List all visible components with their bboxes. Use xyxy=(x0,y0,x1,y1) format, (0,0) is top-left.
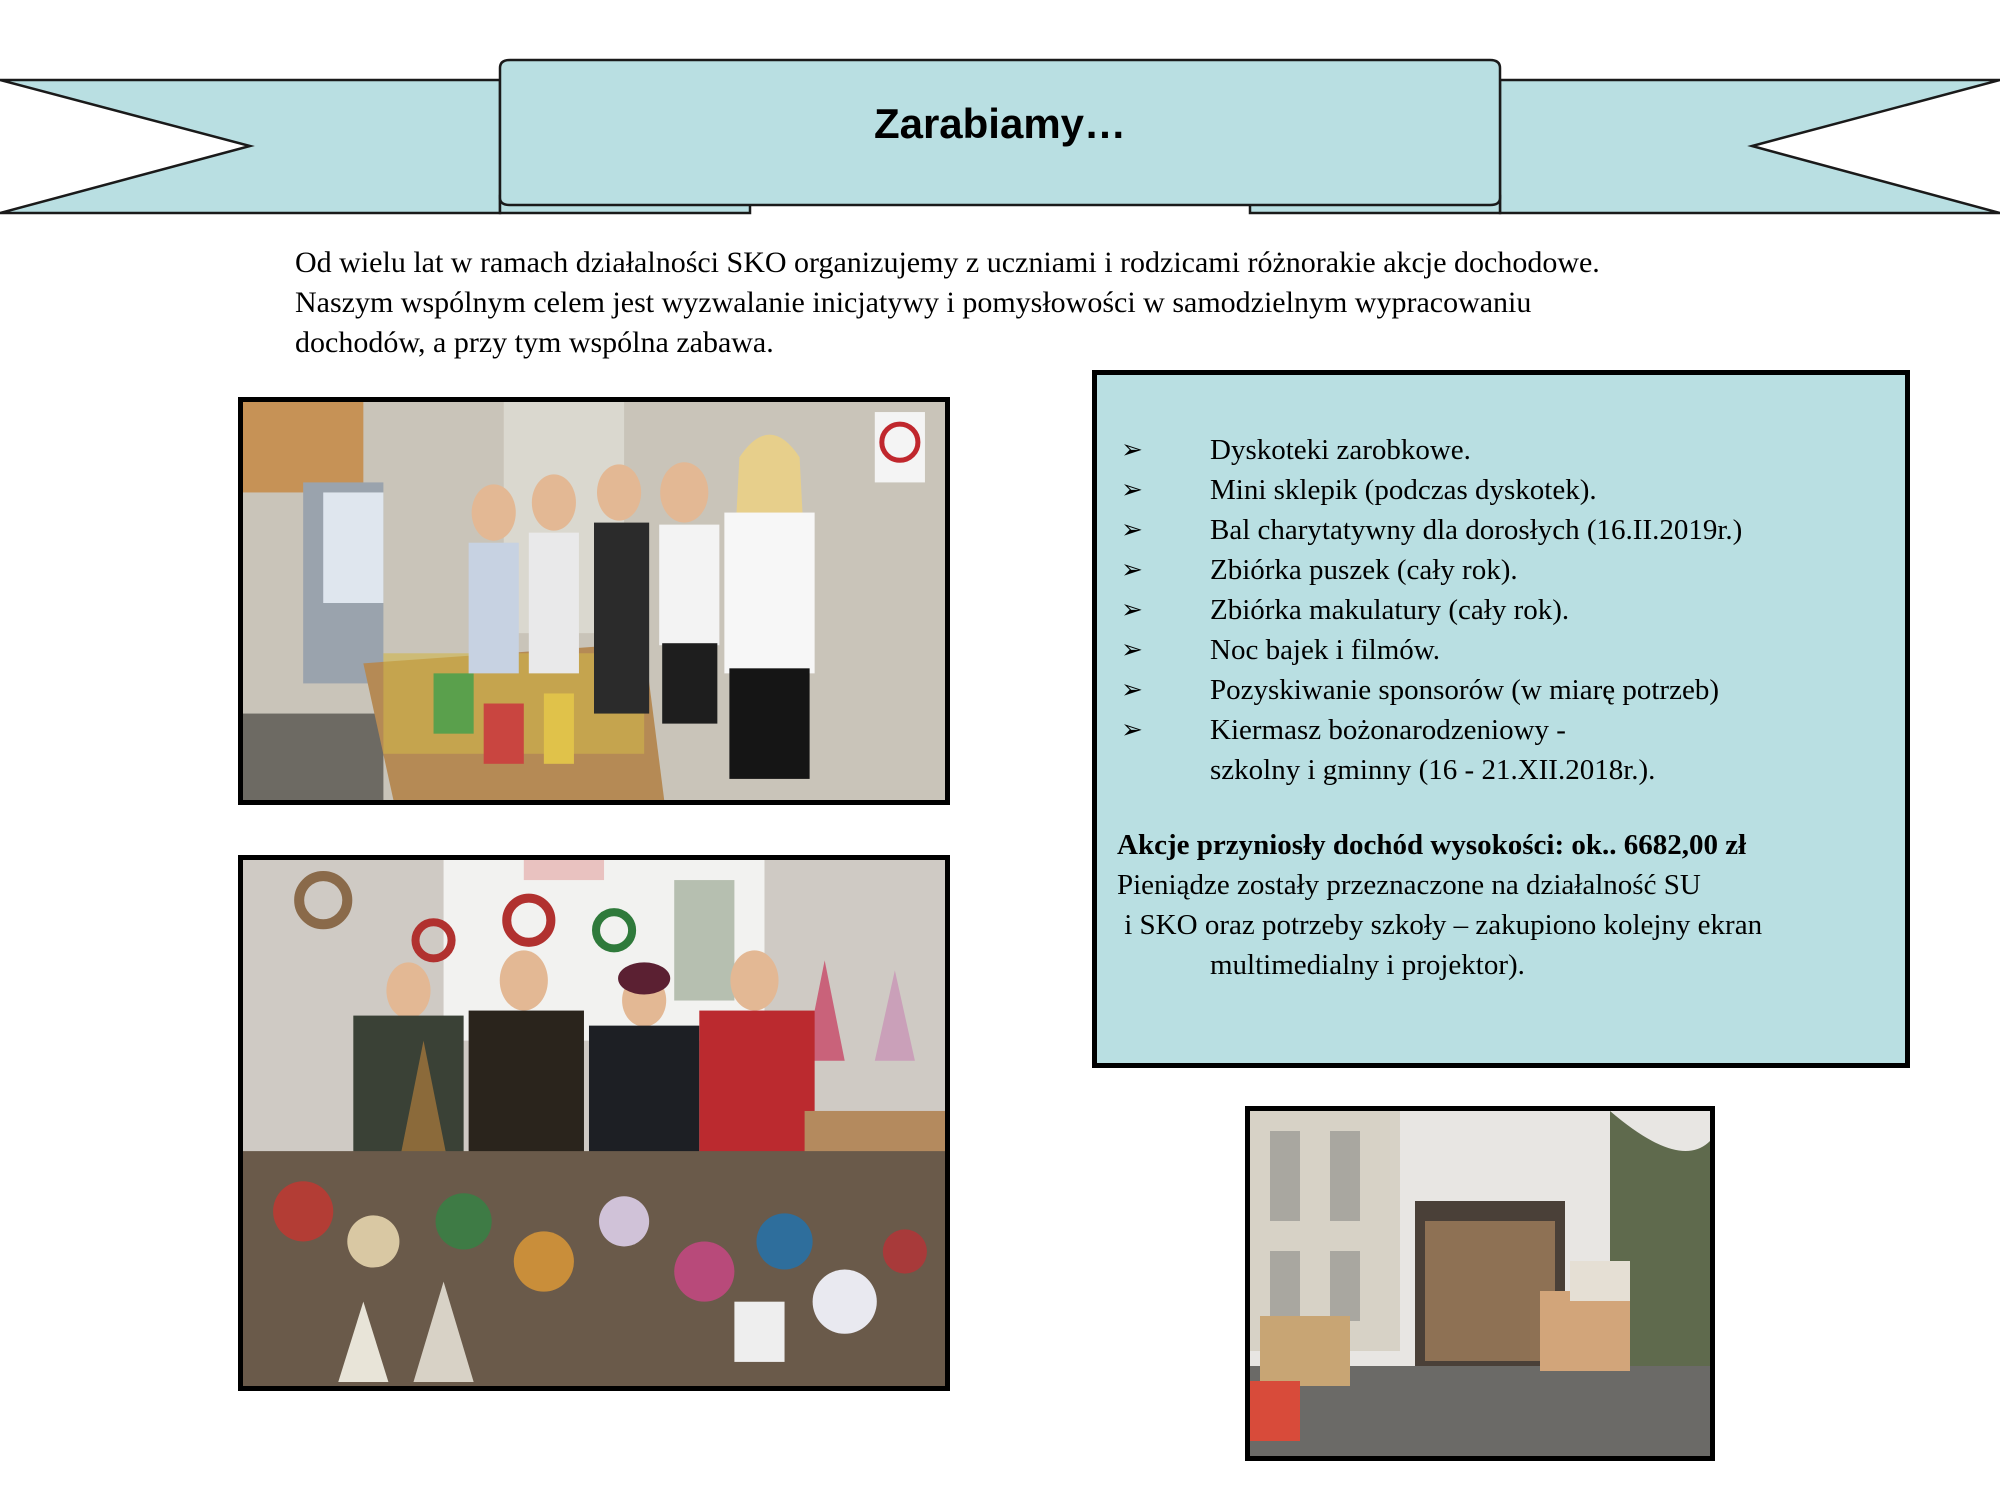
fundraising-box xyxy=(1092,370,1910,1068)
list-item xyxy=(1117,470,1885,510)
arrow-bullet-icon: ➢ xyxy=(1121,675,1143,705)
list-item-text: Zbiórka makulatury (cały rok). xyxy=(1210,594,1570,626)
intro-line: dochodów, a przy tym wspólna zabawa. xyxy=(295,326,774,359)
arrow-bullet-icon: ➢ xyxy=(1121,515,1143,545)
list-item xyxy=(1117,550,1885,590)
summary-line: multimedialny i projektor). xyxy=(1210,949,1525,981)
arrow-bullet-icon: ➢ xyxy=(1121,715,1143,745)
list-item-text: Noc bajek i filmów. xyxy=(1210,634,1441,666)
list-item xyxy=(1117,710,1885,790)
list-item-text: Bal charytatywny dla dorosłych (16.II.2019r.) xyxy=(1210,514,1743,546)
summary-line: i SKO oraz potrzeby szkoły – zakupiono kolejny ekran xyxy=(1117,909,1763,941)
arrow-bullet-icon: ➢ xyxy=(1121,435,1143,465)
list-item-text: Mini sklepik (podczas dyskotek). xyxy=(1210,474,1597,506)
banner-right-tail xyxy=(1500,80,2000,213)
arrow-bullet-icon: ➢ xyxy=(1121,555,1143,585)
list-item xyxy=(1117,590,1885,630)
summary-line: Pieniądze zostały przeznaczone na działalność SU xyxy=(1117,869,1701,901)
photo-paper-collection xyxy=(1245,1106,1715,1461)
arrow-bullet-icon: ➢ xyxy=(1121,595,1143,625)
list-item xyxy=(1117,630,1885,670)
intro-line: Naszym wspólnym celem jest wyzwalanie inicjatywy i pomysłowości w samodzielnym wypracowaniu xyxy=(295,286,1532,319)
list-item-text: Pozyskiwanie sponsorów (w miarę potrzeb) xyxy=(1210,674,1719,706)
list-item xyxy=(1117,430,1885,470)
list-item xyxy=(1117,670,1885,710)
list-item-text: Zbiórka puszek (cały rok). xyxy=(1210,554,1518,586)
photo-students-snacks xyxy=(238,397,950,805)
list-item xyxy=(1117,510,1885,550)
list-item-continuation: szkolny i gminny (16 - 21.XII.2018r.). xyxy=(1210,754,1656,786)
arrow-bullet-icon: ➢ xyxy=(1121,635,1143,665)
list-item-text: Kiermasz bożonarodzeniowy - xyxy=(1210,714,1566,746)
arrow-bullet-icon: ➢ xyxy=(1121,475,1143,505)
page-title: Zarabiamy… xyxy=(873,100,1127,147)
fundraising-list xyxy=(1117,430,1885,790)
income-total: Akcje przyniosły dochód wysokości: ok.. 6682,00 zł xyxy=(1117,829,1747,861)
intro-line: Od wielu lat w ramach działalności SKO organizujemy z uczniami i rodzicami różnorakie akcje dochodowe. xyxy=(295,246,1600,279)
list-item-text: Dyskoteki zarobkowe. xyxy=(1210,434,1471,466)
income-summary xyxy=(1117,825,1885,985)
photo-christmas-fair xyxy=(238,855,950,1391)
banner-left-tail xyxy=(0,80,500,213)
intro-paragraph xyxy=(295,243,1775,363)
